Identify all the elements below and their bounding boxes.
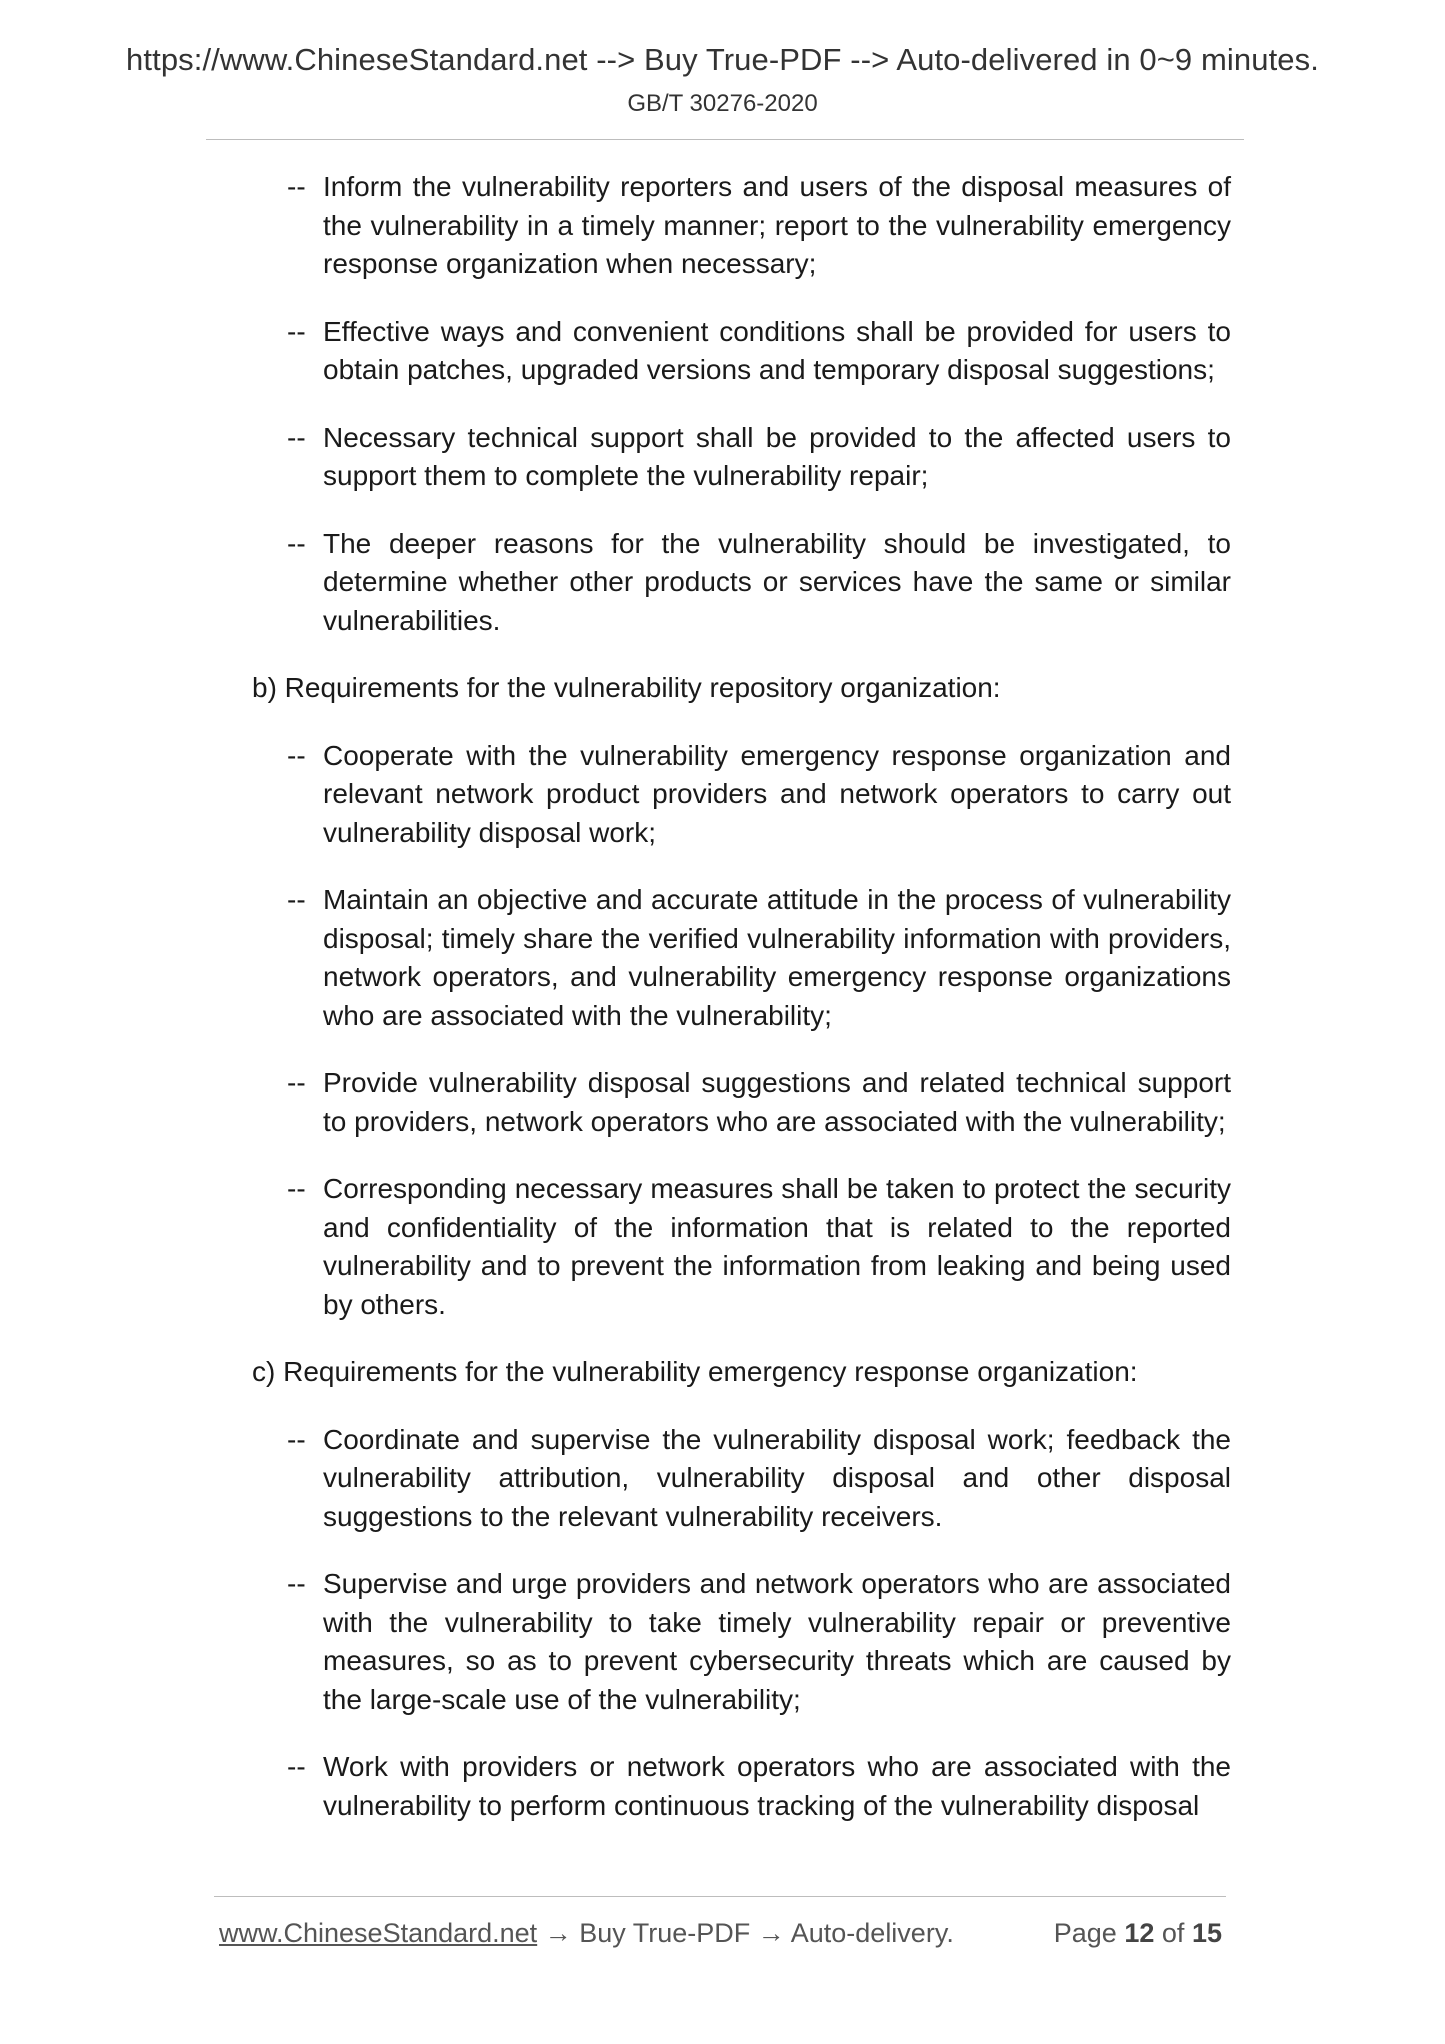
page-current: 12: [1124, 1918, 1155, 1948]
list-item-text: Cooperate with the vulnerability emergency response organization and relevant network product providers and network operators to carry out vulnerability disposal work;: [323, 739, 1231, 848]
footer-divider: [214, 1896, 1226, 1897]
document-body: [0, 168, 1445, 1854]
section-heading-c: c) Requirements for the vulnerability emergency response organization:: [252, 1356, 1138, 1387]
top-banner: https://www.ChineseStandard.net --> Buy True-PDF --> Auto-delivered in 0~9 minutes.: [126, 42, 1319, 77]
bullet-dash: --: [287, 884, 306, 915]
list-item: [287, 419, 1231, 496]
page-label: Page: [1053, 1918, 1117, 1948]
list-item-text: Work with providers or network operators who are associated with the vulnerability to perform continuous tracking of the vulnerability disposal: [323, 1751, 1231, 1821]
list-item: [287, 1565, 1231, 1719]
section-heading-b: b) Requirements for the vulnerability repository organization:: [252, 672, 1001, 703]
footer-tagline: → Buy True-PDF → Auto-delivery.: [537, 1918, 954, 1948]
list-item-text: Supervise and urge providers and network operators who are associated with the vulnerability to take timely vulnerability repair or preventive measures, so as to prevent cybersecurity threats which are caused by the large-scale use of the vulnerability;: [323, 1568, 1231, 1715]
list-item: [287, 881, 1231, 1035]
list-item-text: Inform the vulnerability reporters and users of the disposal measures of the vulnerability in a timely manner; report to the vulnerability emergency response organization when necessary;: [323, 171, 1231, 279]
bullet-dash: --: [287, 1568, 306, 1599]
list-item: [287, 1748, 1231, 1825]
bullet-dash: --: [287, 527, 306, 559]
site-link[interactable]: www.ChineseStandard.net: [219, 1918, 538, 1948]
list-item-text: Effective ways and convenient conditions shall be provided for users to obtain patches, upgraded versions and temporary disposal suggestions;: [323, 315, 1231, 385]
header-divider: [206, 139, 1244, 140]
bullet-dash: --: [287, 171, 306, 202]
list-item-text: Necessary technical support shall be provided to the affected users to support them to complete the vulnerability repair;: [323, 421, 1231, 491]
list-item: [287, 525, 1231, 641]
list-item: [287, 1421, 1231, 1537]
list-item: [287, 737, 1231, 853]
of-label: of: [1161, 1918, 1185, 1948]
bullet-dash: --: [287, 739, 306, 771]
list-item: [287, 313, 1231, 390]
standard-code: GB/T 30276-2020: [627, 90, 818, 117]
list-item: [287, 1170, 1231, 1324]
bullet-dash: --: [287, 315, 306, 347]
list-item-text: Maintain an objective and accurate attitude in the process of vulnerability disposal; timely share the verified vulnerability information with providers, network operators, and vulnerability emergency response organizations who are associated with the vulnerability;: [323, 884, 1231, 1031]
list-item: [287, 1064, 1231, 1141]
page-total: 15: [1191, 1918, 1222, 1948]
footer-left: [219, 1918, 954, 1949]
list-item-text: Provide vulnerability disposal suggestions and related technical support to providers, network operators who are associated with the vulnerability;: [323, 1067, 1231, 1137]
bullet-dash: --: [287, 1751, 306, 1782]
list-item-text: Coordinate and supervise the vulnerability disposal work; feedback the vulnerability attribution, vulnerability disposal and other disposal suggestions to the relevant vulnerability receivers.: [323, 1423, 1231, 1532]
list-item: [287, 168, 1231, 284]
list-item-text: Corresponding necessary measures shall be taken to protect the security and confidentiality of the information that is related to the reported vulnerability and to prevent the information from leaking and being used by others.: [323, 1173, 1231, 1320]
list-item-text: The deeper reasons for the vulnerability should be investigated, to determine whether other products or services have the same or similar vulnerabilities.: [323, 527, 1231, 636]
bullet-dash: --: [287, 1423, 306, 1455]
bullet-dash: --: [287, 1173, 306, 1204]
bullet-dash: --: [287, 421, 306, 453]
bullet-dash: --: [287, 1067, 306, 1098]
page-number: [1054, 1918, 1222, 1949]
